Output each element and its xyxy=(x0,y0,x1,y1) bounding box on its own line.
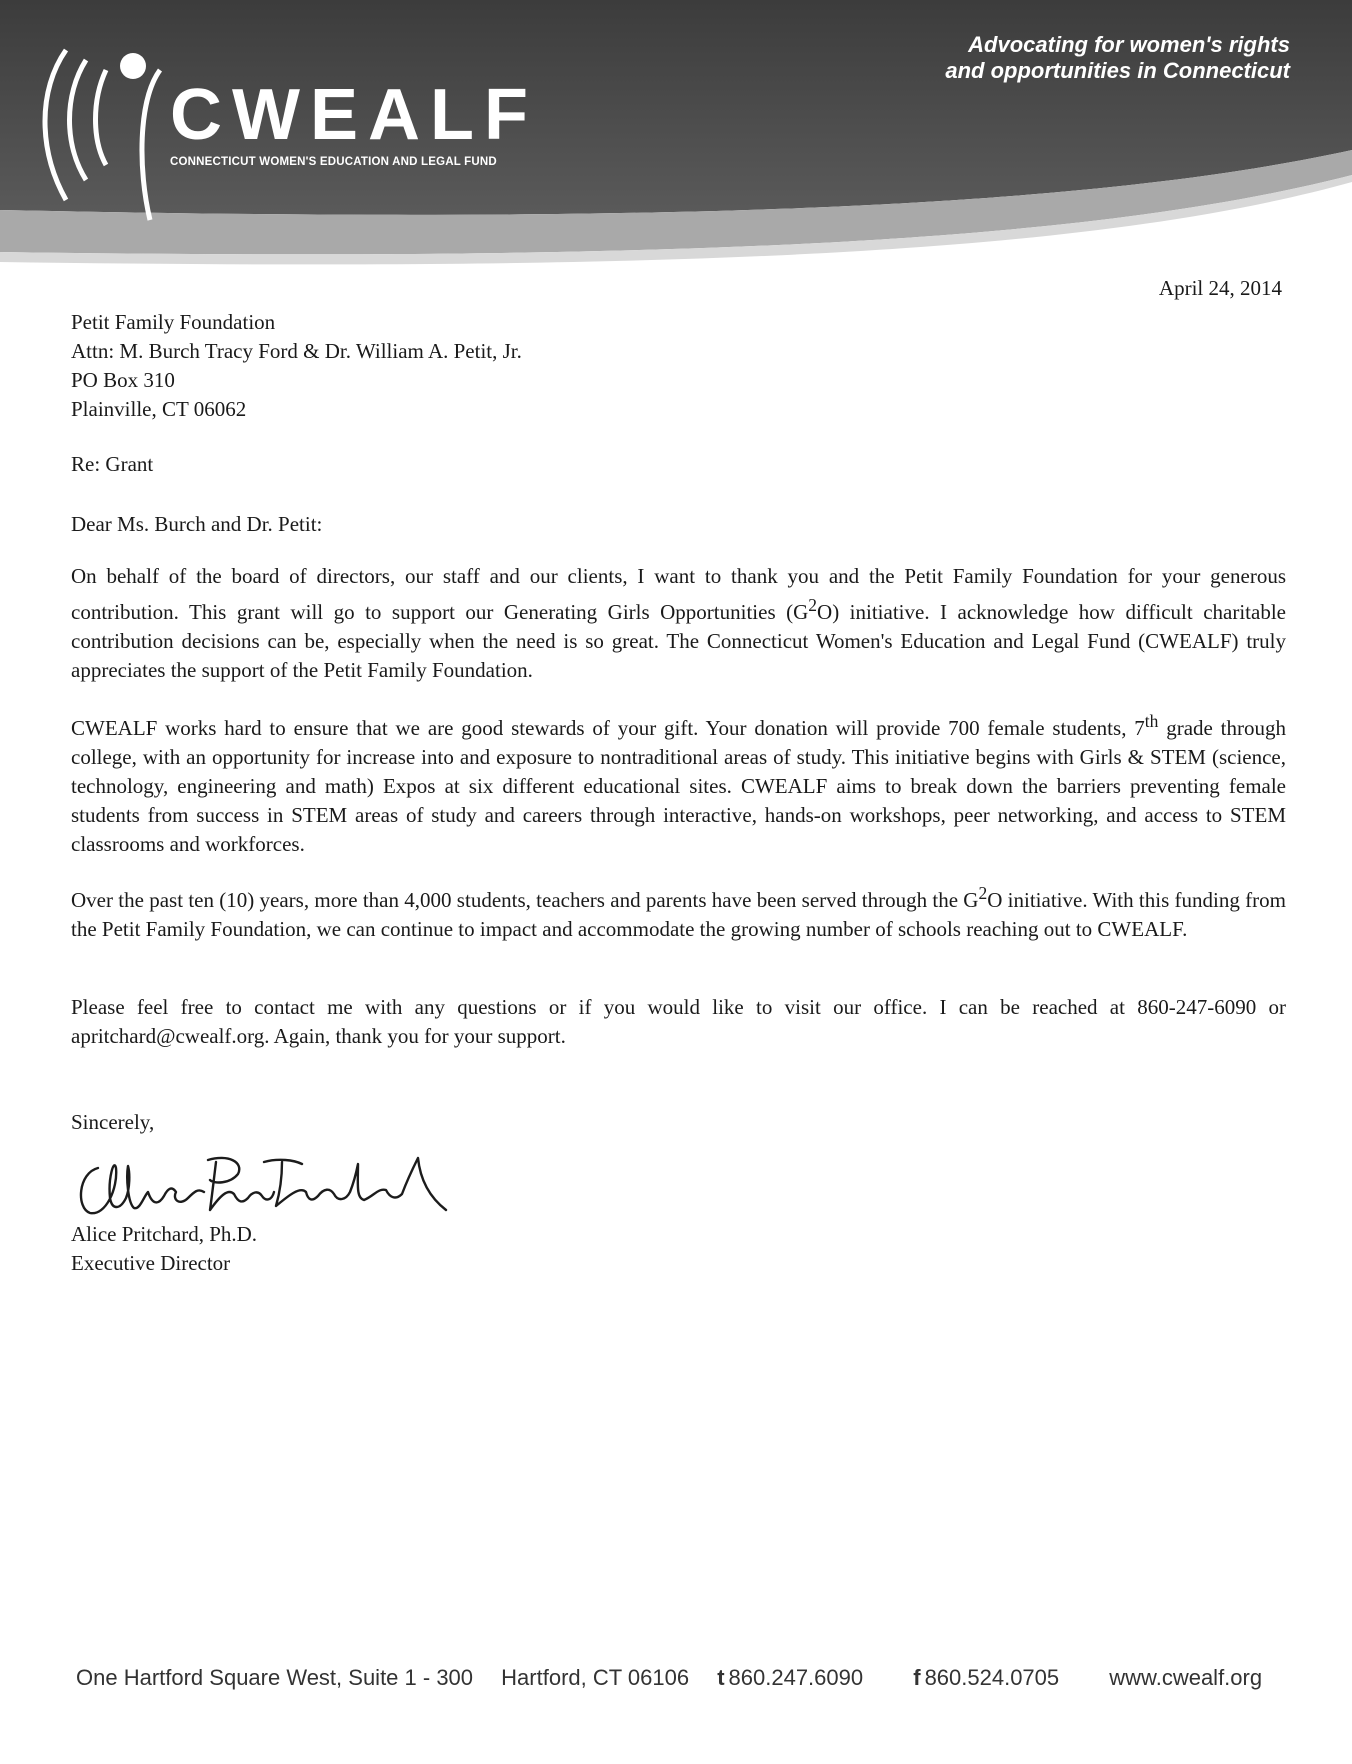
org-subtitle: CONNECTICUT WOMEN'S EDUCATION AND LEGAL FUND xyxy=(170,156,497,168)
tagline xyxy=(945,32,1290,84)
letter-date: April 24, 2014 xyxy=(1158,276,1282,300)
footer-website: www.cwealf.org xyxy=(1109,1665,1263,1690)
recipient-line: Plainville, CT 06062 xyxy=(71,397,247,421)
footer-phone: t 860.247.6090 xyxy=(717,1665,864,1690)
recipient-line: Petit Family Foundation xyxy=(71,310,276,334)
recipient-address xyxy=(71,308,522,424)
recipient-line: PO Box 310 xyxy=(71,368,175,392)
letterhead xyxy=(0,0,1352,280)
body-paragraph-2: CWEALF works hard to ensure that we are good stewards of your gift. Your donation will provide 700 female students, 7th grade through college, with an opportunity for increase into and exposure to nontraditional areas of study. This initiative begins with Girls & STEM (science, technology, engineering and math) Expos at six different educational sites. CWEALF aims to break down the barriers preventing female students from success in STEM areas of study and careers through interactive, hands-on workshops, peer networking, and access to STEM classrooms and workforces. xyxy=(71,711,1286,856)
body-paragraph-3: Over the past ten (10) years, more than 4,000 students, teachers and parents have been served through the $G^2O$ initiative. With this funding from the Petit Family Foundation, we can continue to impact and accommodate the growing number of schools reaching out to CWEALF. xyxy=(71,883,1286,941)
body-paragraph-1: On behalf of the board of directors, our staff and our clients, I want to thank you and the Petit Family Foundation for your generous contribution. This grant will go to support our Generating Girls Opportunities $(G^2O)$ initiative. I acknowledge how difficult charitable contribution decisions can be, especially when the need is so great. The Connecticut Women's Education and Legal Fund (CWEALF) truly appreciates the support of the Petit Family Foundation. xyxy=(71,564,1286,682)
subject-line: Re: Grant xyxy=(71,452,154,476)
fax-label: f xyxy=(913,1665,921,1690)
signer-title: Executive Director xyxy=(71,1251,231,1275)
org-logo-text: CWEALF xyxy=(170,75,538,155)
footer-fax: f 860.524.0705 xyxy=(913,1665,1060,1690)
signer-block xyxy=(71,1220,257,1278)
tagline-line-2: and opportunities in Connecticut xyxy=(945,58,1290,83)
recipient-line: Attn: M. Burch Tracy Ford & Dr. William A. Petit, Jr. xyxy=(71,339,522,363)
closing: Sincerely, xyxy=(71,1110,155,1134)
phone-label: t xyxy=(717,1665,725,1690)
letterhead-footer xyxy=(76,1665,1284,1691)
logo-head-icon xyxy=(120,53,146,79)
signer-name: Alice Pritchard, Ph.D. xyxy=(71,1222,258,1246)
footer-address: One Hartford Square West, Suite 1 - 300 xyxy=(76,1665,474,1690)
handwritten-signature xyxy=(68,1148,448,1223)
salutation: Dear Ms. Burch and Dr. Petit: xyxy=(71,512,323,536)
tagline-line-1: Advocating for women's rights xyxy=(968,32,1290,57)
body-paragraph-4: Please feel free to contact me with any questions or if you would like to visit our office. I can be reached at 860-247-6090 or apritchard@cwealf.org. Again, thank you for your support. xyxy=(71,995,1286,1048)
footer-city: Hartford, CT 06106 xyxy=(501,1665,690,1690)
